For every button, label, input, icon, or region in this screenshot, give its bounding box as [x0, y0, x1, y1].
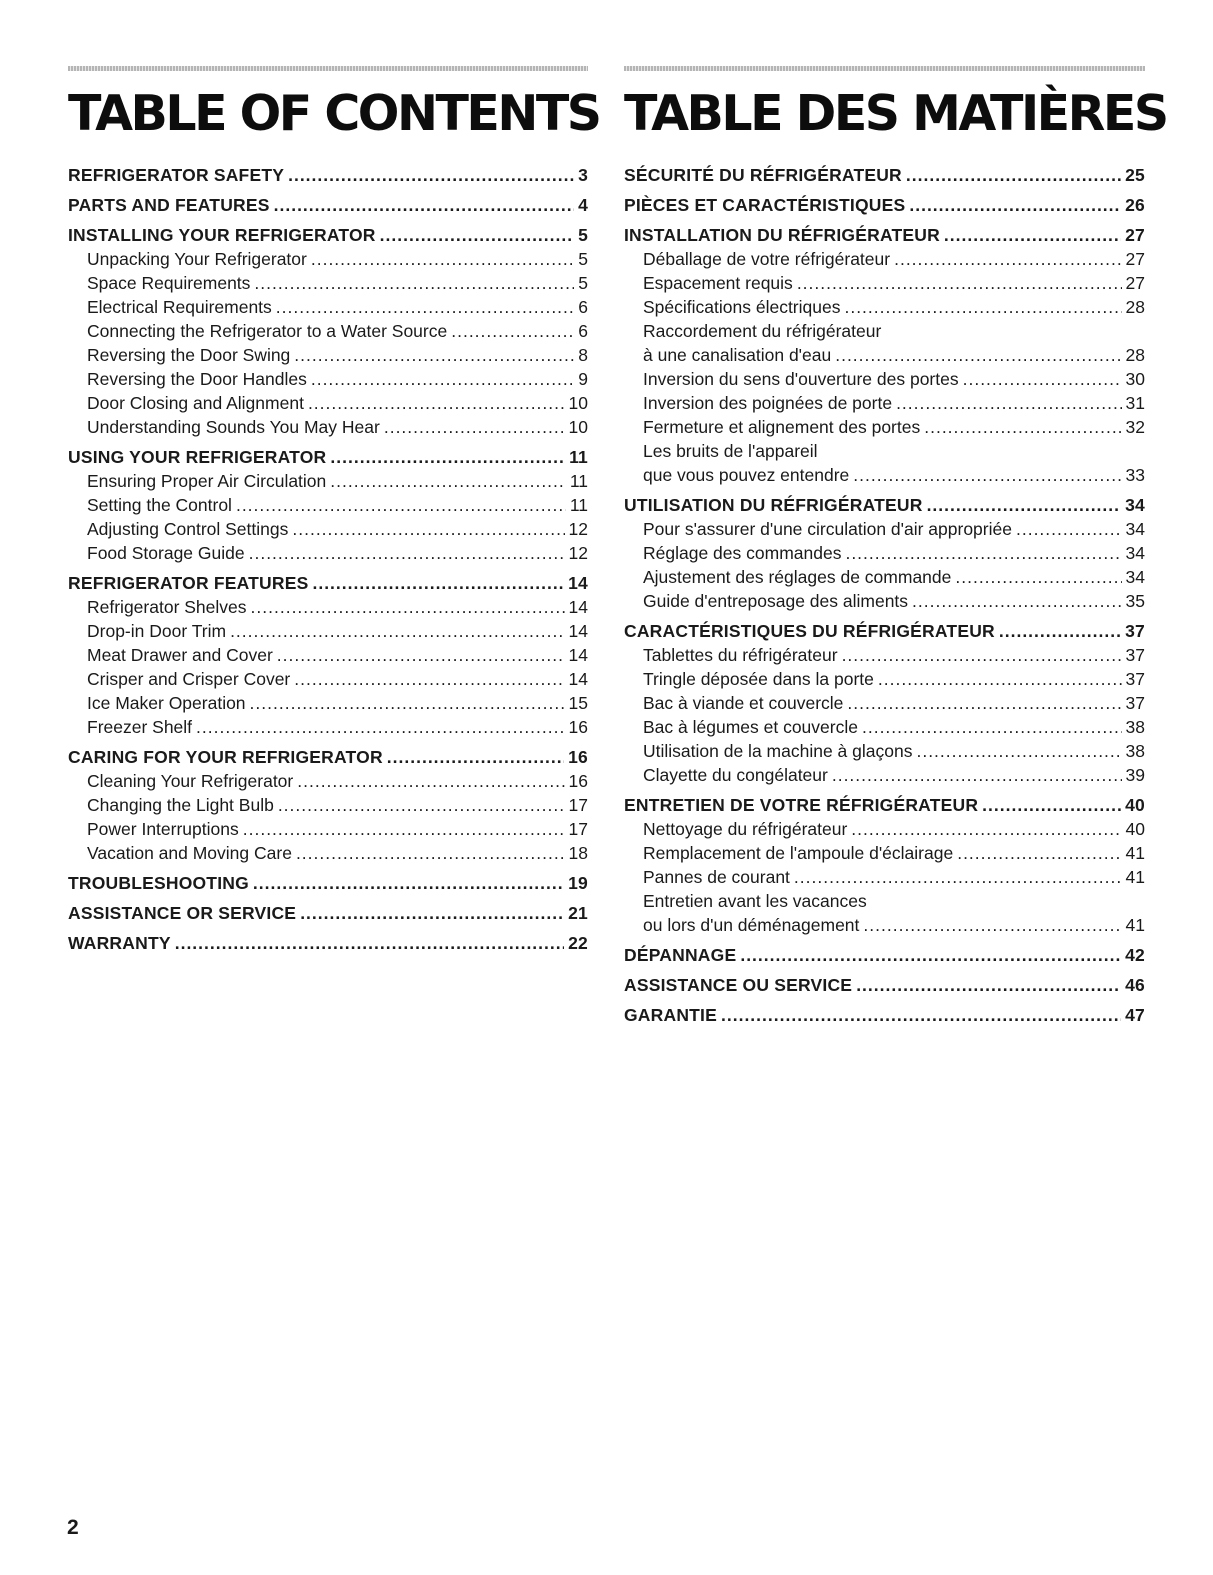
dot-leader — [330, 445, 565, 469]
dot-leader — [847, 691, 1121, 715]
toc-entry[interactable] — [624, 913, 1145, 937]
toc-entry[interactable] — [624, 415, 1145, 439]
toc-entry-page: 14 — [568, 645, 588, 665]
toc-entry-page: 41 — [1125, 867, 1145, 887]
toc-entry[interactable] — [68, 667, 588, 691]
toc-entry[interactable] — [68, 343, 588, 367]
toc-entry-label: INSTALLATION DU RÉFRIGÉRATEUR — [624, 225, 940, 245]
toc-entry[interactable] — [68, 271, 588, 295]
toc-entry-label: Déballage de votre réfrigérateur — [643, 249, 891, 269]
dot-leader — [230, 619, 564, 643]
dot-leader — [276, 295, 574, 319]
toc-entry-label: REFRIGERATOR FEATURES — [68, 573, 309, 593]
toc-entry-page: 31 — [1125, 393, 1145, 413]
toc-entry-label: Door Closing and Alignment — [87, 393, 304, 413]
toc-entry-label: ASSISTANCE OR SERVICE — [68, 903, 297, 923]
toc-entry[interactable] — [624, 247, 1145, 271]
toc-entry[interactable] — [624, 589, 1145, 613]
toc-entry[interactable] — [68, 793, 588, 817]
toc-entry-label: Bac à viande et couvercle — [643, 693, 844, 713]
dot-leader — [451, 319, 574, 343]
toc-entry[interactable] — [624, 865, 1145, 889]
toc-entry-page: 37 — [1125, 645, 1145, 665]
toc-entry[interactable] — [624, 541, 1145, 565]
dot-leader — [330, 469, 566, 493]
toc-entry-label-line1: Les bruits de l'appareil — [643, 441, 818, 461]
toc-entry[interactable] — [68, 619, 588, 643]
dot-leader — [851, 817, 1121, 841]
toc-entry[interactable] — [68, 295, 588, 319]
toc-entry[interactable] — [624, 739, 1145, 763]
toc-entry-label: Guide d'entreposage des aliments — [643, 591, 909, 611]
dot-leader — [312, 571, 564, 595]
toc-entry-label: Drop-in Door Trim — [87, 621, 227, 641]
toc-entry-label: Tablettes du réfrigérateur — [643, 645, 838, 665]
toc-entry-page: 42 — [1125, 945, 1145, 965]
toc-entry-page: 14 — [568, 597, 588, 617]
dot-leader — [387, 745, 564, 769]
toc-entry-page: 40 — [1125, 819, 1145, 839]
dot-leader — [292, 517, 564, 541]
dot-leader — [249, 541, 565, 565]
toc-entry-label: Fermeture et alignement des portes — [643, 417, 921, 437]
toc-entry-page: 14 — [568, 573, 588, 593]
toc-entry-page: 8 — [578, 345, 588, 365]
toc-entry-page: 12 — [568, 543, 588, 563]
toc-entry-label: Inversion des poignées de porte — [643, 393, 893, 413]
toc-entry-page: 5 — [578, 225, 588, 245]
dot-leader — [906, 163, 1121, 187]
toc-entry[interactable] — [68, 367, 588, 391]
toc-entry-page: 11 — [569, 447, 588, 467]
dot-leader — [856, 973, 1121, 997]
page-number: 2 — [67, 1516, 79, 1539]
toc-entry-page: 34 — [1125, 519, 1145, 539]
toc-entry-page: 38 — [1125, 717, 1145, 737]
toc-entry-label: USING YOUR REFRIGERATOR — [68, 447, 327, 467]
toc-entry[interactable] — [68, 319, 588, 343]
toc-entry-page: 15 — [568, 693, 588, 713]
toc-entry[interactable] — [68, 841, 588, 865]
toc-entry-label: Ensuring Proper Air Circulation — [87, 471, 327, 491]
toc-entry-page: 18 — [568, 843, 588, 863]
toc-entry-page: 34 — [1125, 495, 1145, 515]
toc-entry-label: Espacement requis — [643, 273, 793, 293]
header-rule — [624, 66, 1145, 71]
toc-entry-label: Inversion du sens d'ouverture des portes — [643, 369, 959, 389]
dot-leader — [957, 841, 1121, 865]
toc-entry-label: Pannes de courant — [643, 867, 790, 887]
toc-entry[interactable] — [624, 793, 1145, 817]
toc-entry[interactable] — [624, 943, 1145, 967]
toc-entry-page: 37 — [1125, 693, 1145, 713]
dot-leader — [384, 415, 565, 439]
toc-entry-label: Bac à légumes et couvercle — [643, 717, 858, 737]
toc-entry-label: Cleaning Your Refrigerator — [87, 771, 294, 791]
dot-leader — [982, 793, 1121, 817]
toc-entry-label-line1: Raccordement du réfrigérateur — [643, 321, 882, 341]
dot-leader — [721, 1003, 1121, 1027]
toc-entry-label: à une canalisation d'eau — [643, 345, 832, 365]
toc-entry[interactable] — [68, 571, 588, 595]
dot-leader — [863, 913, 1121, 937]
toc-entries-english — [68, 163, 588, 955]
dot-leader — [862, 715, 1122, 739]
toc-entry[interactable] — [68, 415, 588, 439]
toc-entry[interactable] — [624, 841, 1145, 865]
toc-entry[interactable] — [624, 493, 1145, 517]
dot-leader — [955, 565, 1121, 589]
toc-entry-page: 37 — [1125, 669, 1145, 689]
toc-entry-label: Electrical Requirements — [87, 297, 272, 317]
dot-leader — [297, 769, 564, 793]
dot-leader — [842, 643, 1122, 667]
toc-entry-label: SÉCURITÉ DU RÉFRIGÉRATEUR — [624, 165, 902, 185]
toc-entry-label: Clayette du congélateur — [643, 765, 828, 785]
dot-leader — [844, 295, 1121, 319]
toc-entry[interactable] — [624, 691, 1145, 715]
dot-leader — [835, 343, 1121, 367]
toc-entry-label: Setting the Control — [87, 495, 232, 515]
dot-leader — [288, 163, 574, 187]
toc-entry-label: PIÈCES ET CARACTÉRISTIQUES — [624, 195, 906, 215]
toc-entry[interactable] — [624, 973, 1145, 997]
toc-entry-page: 16 — [568, 771, 588, 791]
toc-entry[interactable] — [624, 295, 1145, 319]
toc-entry[interactable] — [624, 763, 1145, 787]
dot-leader — [909, 193, 1121, 217]
toc-entry[interactable] — [68, 691, 588, 715]
toc-entry[interactable] — [68, 469, 588, 493]
toc-entry-label: PARTS AND FEATURES — [68, 195, 270, 215]
toc-entry-page: 27 — [1125, 249, 1145, 269]
toc-entry-page: 30 — [1125, 369, 1145, 389]
toc-entry-label: CARACTÉRISTIQUES DU RÉFRIGÉRATEUR — [624, 621, 995, 641]
toc-entry-label-line1: Entretien avant les vacances — [643, 891, 867, 911]
toc-entry[interactable] — [68, 871, 588, 895]
dot-leader — [196, 715, 564, 739]
toc-entry[interactable] — [624, 391, 1145, 415]
toc-entry-label: REFRIGERATOR SAFETY — [68, 165, 285, 185]
toc-french-column — [624, 66, 1167, 1027]
toc-entry-page: 28 — [1125, 297, 1145, 317]
toc-entry-label: ou lors d'un déménagement — [643, 915, 860, 935]
dot-leader — [740, 943, 1121, 967]
toc-entry-page: 34 — [1125, 543, 1145, 563]
dot-leader — [878, 667, 1122, 691]
toc-entry-page: 39 — [1125, 765, 1145, 785]
toc-entry-page: 40 — [1125, 795, 1145, 815]
toc-entry-label: Pour s'assurer d'une circulation d'air appropriée — [643, 519, 1012, 539]
toc-entry-label: DÉPANNAGE — [624, 945, 737, 965]
dot-leader — [963, 367, 1122, 391]
toc-entry-label: Adjusting Control Settings — [87, 519, 289, 539]
toc-entry-label: Ajustement des réglages de commande — [643, 567, 952, 587]
toc-entry[interactable] — [624, 193, 1145, 217]
toc-entry-page: 46 — [1125, 975, 1145, 995]
toc-entries-french — [624, 163, 1145, 1027]
dot-leader — [832, 763, 1122, 787]
toc-entry-label: Réglage des commandes — [643, 543, 842, 563]
toc-entry[interactable] — [624, 715, 1145, 739]
toc-entry-label: ASSISTANCE OU SERVICE — [624, 975, 853, 995]
dot-leader — [278, 793, 565, 817]
toc-entry-label: Food Storage Guide — [87, 543, 245, 563]
dot-leader — [845, 541, 1121, 565]
toc-entry[interactable] — [68, 901, 588, 925]
dot-leader — [999, 619, 1121, 643]
toc-entry-page: 17 — [568, 795, 588, 815]
toc-entry-page: 22 — [568, 933, 588, 953]
toc-entry-page: 26 — [1125, 195, 1145, 215]
toc-entry-page: 14 — [568, 621, 588, 641]
toc-entry[interactable] — [624, 1003, 1145, 1027]
toc-entry-label: Reversing the Door Handles — [87, 369, 307, 389]
toc-entry-label: Power Interruptions — [87, 819, 239, 839]
toc-entry-page: 41 — [1125, 843, 1145, 863]
toc-entry-page: 16 — [568, 747, 588, 767]
toc-entry-page: 28 — [1125, 345, 1145, 365]
toc-english-column — [68, 66, 600, 955]
dot-leader — [311, 367, 574, 391]
dot-leader — [311, 247, 574, 271]
toc-entry[interactable] — [68, 931, 588, 955]
toc-entry[interactable] — [68, 517, 588, 541]
dot-leader — [797, 271, 1122, 295]
toc-entry-label: Tringle déposée dans la porte — [643, 669, 874, 689]
dot-leader — [380, 223, 574, 247]
toc-entry-label: Nettoyage du réfrigérateur — [643, 819, 848, 839]
dot-leader — [894, 247, 1121, 271]
toc-entry[interactable] — [624, 517, 1145, 541]
toc-entry-page: 9 — [578, 369, 588, 389]
toc-entry-label: TROUBLESHOOTING — [68, 873, 249, 893]
toc-entry-page: 11 — [569, 471, 588, 491]
dot-leader — [274, 193, 574, 217]
toc-entry-page: 12 — [568, 519, 588, 539]
toc-entry-page: 10 — [568, 417, 588, 437]
toc-entry[interactable] — [68, 643, 588, 667]
dot-leader — [175, 931, 564, 955]
toc-entry[interactable] — [68, 493, 588, 517]
toc-entry[interactable] — [624, 619, 1145, 643]
toc-entry-page: 5 — [578, 273, 588, 293]
toc-entry-label: Space Requirements — [87, 273, 251, 293]
dot-leader — [912, 589, 1121, 613]
toc-entry-label: ENTRETIEN DE VOTRE RÉFRIGÉRATEUR — [624, 795, 979, 815]
toc-entry[interactable] — [624, 643, 1145, 667]
dot-leader — [250, 691, 565, 715]
dot-leader — [294, 343, 574, 367]
dot-leader — [296, 841, 565, 865]
toc-entry[interactable] — [68, 541, 588, 565]
toc-entry[interactable] — [68, 595, 588, 619]
toc-entry[interactable] — [624, 463, 1145, 487]
toc-entry-page: 6 — [578, 321, 588, 341]
toc-entry-label: WARRANTY — [68, 933, 171, 953]
toc-entry[interactable] — [624, 223, 1145, 247]
toc-entry-page: 21 — [568, 903, 588, 923]
dot-leader — [896, 391, 1121, 415]
toc-entry-label: Vacation and Moving Care — [87, 843, 292, 863]
toc-entry[interactable] — [68, 445, 588, 469]
toc-entry-page: 5 — [578, 249, 588, 269]
toc-title-french: TABLE DES MATIÈRES — [624, 85, 1167, 142]
dot-leader — [1016, 517, 1122, 541]
toc-entry-label: Reversing the Door Swing — [87, 345, 291, 365]
dot-leader — [236, 493, 566, 517]
toc-entry-page: 25 — [1125, 165, 1145, 185]
toc-entry[interactable] — [68, 391, 588, 415]
toc-entry[interactable] — [68, 247, 588, 271]
toc-entry-label: Spécifications électriques — [643, 297, 841, 317]
dot-leader — [916, 739, 1121, 763]
dot-leader — [243, 817, 565, 841]
toc-entry[interactable] — [68, 715, 588, 739]
dot-leader — [294, 667, 564, 691]
toc-entry-page: 3 — [578, 165, 588, 185]
toc-entry-page: 4 — [578, 195, 588, 215]
toc-entry-label: Refrigerator Shelves — [87, 597, 247, 617]
toc-entry-page: 38 — [1125, 741, 1145, 761]
toc-entry-label: Ice Maker Operation — [87, 693, 246, 713]
dot-leader — [300, 901, 564, 925]
dot-leader — [253, 871, 564, 895]
toc-entry[interactable] — [68, 163, 588, 187]
dot-leader — [251, 595, 565, 619]
toc-entry-label: que vous pouvez entendre — [643, 465, 850, 485]
toc-entry-page: 41 — [1125, 915, 1145, 935]
toc-entry[interactable] — [624, 163, 1145, 187]
toc-entry[interactable] — [624, 667, 1145, 691]
dot-leader — [254, 271, 574, 295]
toc-entry[interactable] — [624, 367, 1145, 391]
toc-entry-page: 35 — [1125, 591, 1145, 611]
toc-entry[interactable] — [68, 223, 588, 247]
toc-entry-page: 10 — [568, 393, 588, 413]
toc-entry[interactable] — [624, 343, 1145, 367]
dot-leader — [853, 463, 1121, 487]
dot-leader — [277, 643, 565, 667]
toc-entry-label: Connecting the Refrigerator to a Water Source — [87, 321, 448, 341]
toc-entry-page: 19 — [568, 873, 588, 893]
toc-entry-label: Unpacking Your Refrigerator — [87, 249, 307, 269]
toc-entry-label: Understanding Sounds You May Hear — [87, 417, 380, 437]
toc-entry[interactable] — [624, 565, 1145, 589]
toc-entry-label: CARING FOR YOUR REFRIGERATOR — [68, 747, 383, 767]
toc-entry[interactable] — [68, 817, 588, 841]
toc-entry-page: 27 — [1125, 273, 1145, 293]
toc-entry[interactable] — [68, 745, 588, 769]
toc-entry-label: Freezer Shelf — [87, 717, 193, 737]
dot-leader — [927, 493, 1122, 517]
toc-entry-label: Meat Drawer and Cover — [87, 645, 273, 665]
toc-entry[interactable] — [624, 271, 1145, 295]
header-rule — [68, 66, 588, 71]
toc-entry-page: 16 — [568, 717, 588, 737]
dot-leader — [944, 223, 1121, 247]
toc-entry-label: Utilisation de la machine à glaçons — [643, 741, 913, 761]
toc-entry-page: 11 — [569, 495, 588, 515]
toc-entry-page: 27 — [1125, 225, 1145, 245]
toc-entry-label: GARANTIE — [624, 1005, 717, 1025]
toc-entry-page: 32 — [1125, 417, 1145, 437]
toc-entry[interactable] — [68, 193, 588, 217]
toc-entry-page: 14 — [568, 669, 588, 689]
toc-entry-page: 37 — [1125, 621, 1145, 641]
toc-entry[interactable] — [68, 769, 588, 793]
toc-entry-label: Changing the Light Bulb — [87, 795, 274, 815]
toc-entry-label: Crisper and Crisper Cover — [87, 669, 291, 689]
dot-leader — [794, 865, 1122, 889]
toc-title-english: TABLE OF CONTENTS — [68, 85, 600, 142]
toc-entry-label: UTILISATION DU RÉFRIGÉRATEUR — [624, 495, 923, 515]
toc-entry-page: 47 — [1125, 1005, 1145, 1025]
toc-entry-label: Remplacement de l'ampoule d'éclairage — [643, 843, 954, 863]
dot-leader — [308, 391, 565, 415]
toc-entry-page: 6 — [578, 297, 588, 317]
toc-entry-page: 33 — [1125, 465, 1145, 485]
toc-entry-page: 34 — [1125, 567, 1145, 587]
toc-entry[interactable] — [624, 817, 1145, 841]
dot-leader — [924, 415, 1121, 439]
toc-entry-page: 17 — [568, 819, 588, 839]
toc-entry-label: INSTALLING YOUR REFRIGERATOR — [68, 225, 376, 245]
